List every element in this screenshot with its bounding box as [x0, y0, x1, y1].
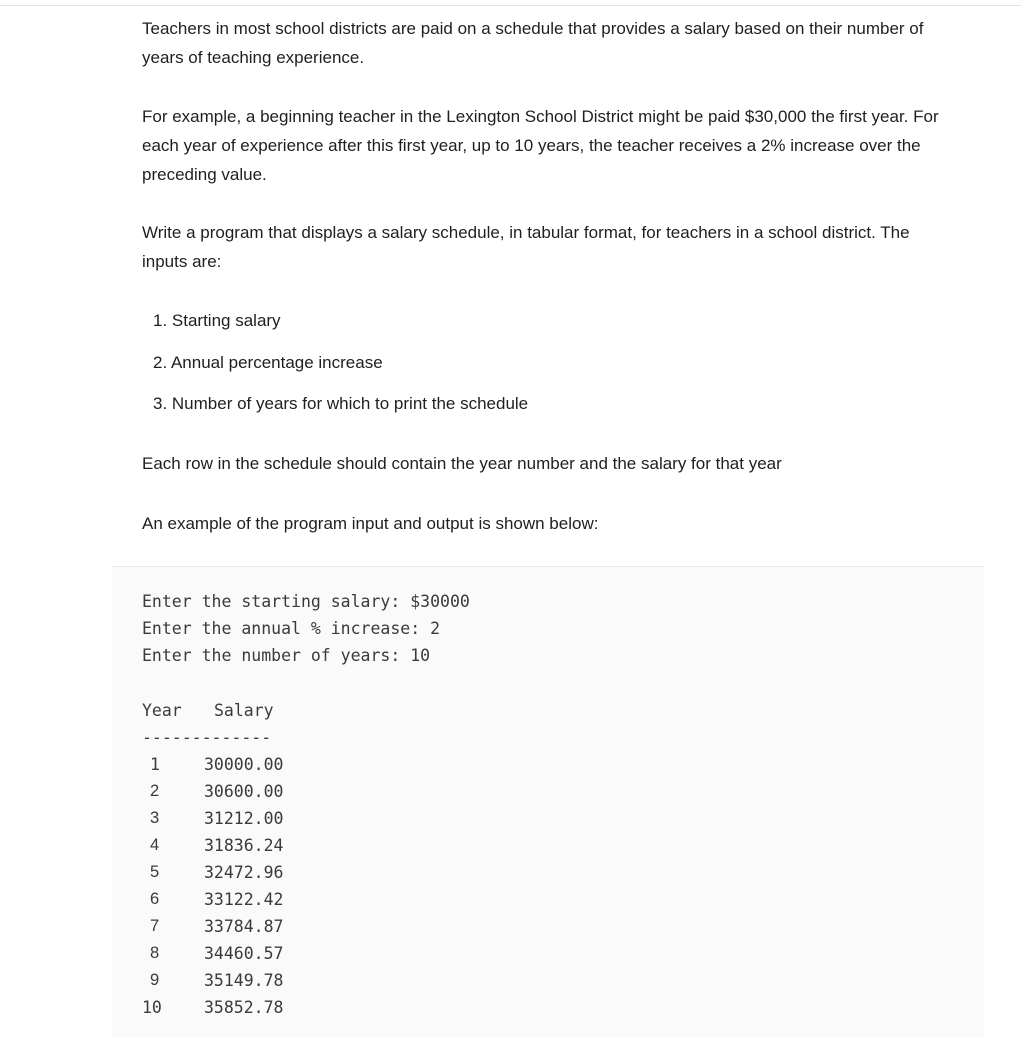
row-year: 3 [150, 809, 160, 827]
intro-paragraph: Teachers in most school districts are paid on a schedule that provides a salary based on their number of years of teaching experience. [142, 19, 924, 67]
row-salary: 30600.00 [204, 782, 284, 801]
code-prompt-line: Enter the annual % increase: 2 [142, 619, 441, 638]
table-row [0, 971, 400, 998]
code-prompt-line: Enter the number of years: 10 [142, 646, 431, 665]
example-paragraph: For example, a beginning teacher in the Lexington School District might be paid $30,000 the first year. For each year of experience after this first year, up to 10 years, the teacher receives a 2% increase over the preceding value. [142, 107, 939, 184]
row-year: 7 [150, 917, 160, 935]
row-year: 8 [150, 944, 160, 962]
row-salary: 33784.87 [204, 917, 284, 936]
table-row [0, 782, 400, 809]
table-row [0, 863, 400, 890]
row-salary: 31836.24 [204, 836, 284, 855]
table-header-salary: Salary [214, 701, 274, 720]
table-row [0, 836, 400, 863]
table-header-year: Year [142, 701, 182, 720]
row-salary: 33122.42 [204, 890, 284, 909]
row-year: 2 [150, 782, 160, 800]
row-salary: 30000.00 [204, 755, 284, 774]
list-item: 3. Number of years for which to print the schedule [153, 394, 529, 413]
example-intro-paragraph: An example of the program input and output is shown below: [142, 514, 599, 533]
table-separator: ------------- [142, 728, 272, 747]
row-salary: 35852.78 [204, 998, 284, 1017]
table-row [0, 755, 400, 782]
table-row [0, 917, 400, 944]
row-year: 6 [150, 890, 160, 908]
list-item: 1. Starting salary [153, 311, 281, 330]
task-paragraph: Write a program that displays a salary schedule, in tabular format, for teachers in a school district. The inputs are: [142, 223, 910, 271]
table-row [0, 890, 400, 917]
row-year: 4 [150, 836, 160, 854]
row-description-paragraph: Each row in the schedule should contain the year number and the salary for that year [142, 454, 782, 473]
table-row [0, 944, 400, 971]
row-year: 9 [150, 971, 160, 989]
table-row [0, 998, 400, 1025]
code-prompt-line: Enter the starting salary: $30000 [142, 592, 470, 611]
row-year: 1 [150, 755, 160, 774]
row-salary: 35149.78 [204, 971, 284, 990]
row-year: 10 [142, 998, 162, 1017]
row-salary: 32472.96 [204, 863, 284, 882]
row-salary: 34460.57 [204, 944, 284, 963]
row-salary: 31212.00 [204, 809, 284, 828]
table-row [0, 809, 400, 836]
inputs-list [153, 306, 528, 431]
list-item: 2. Annual percentage increase [153, 352, 383, 372]
row-year: 5 [150, 863, 160, 881]
